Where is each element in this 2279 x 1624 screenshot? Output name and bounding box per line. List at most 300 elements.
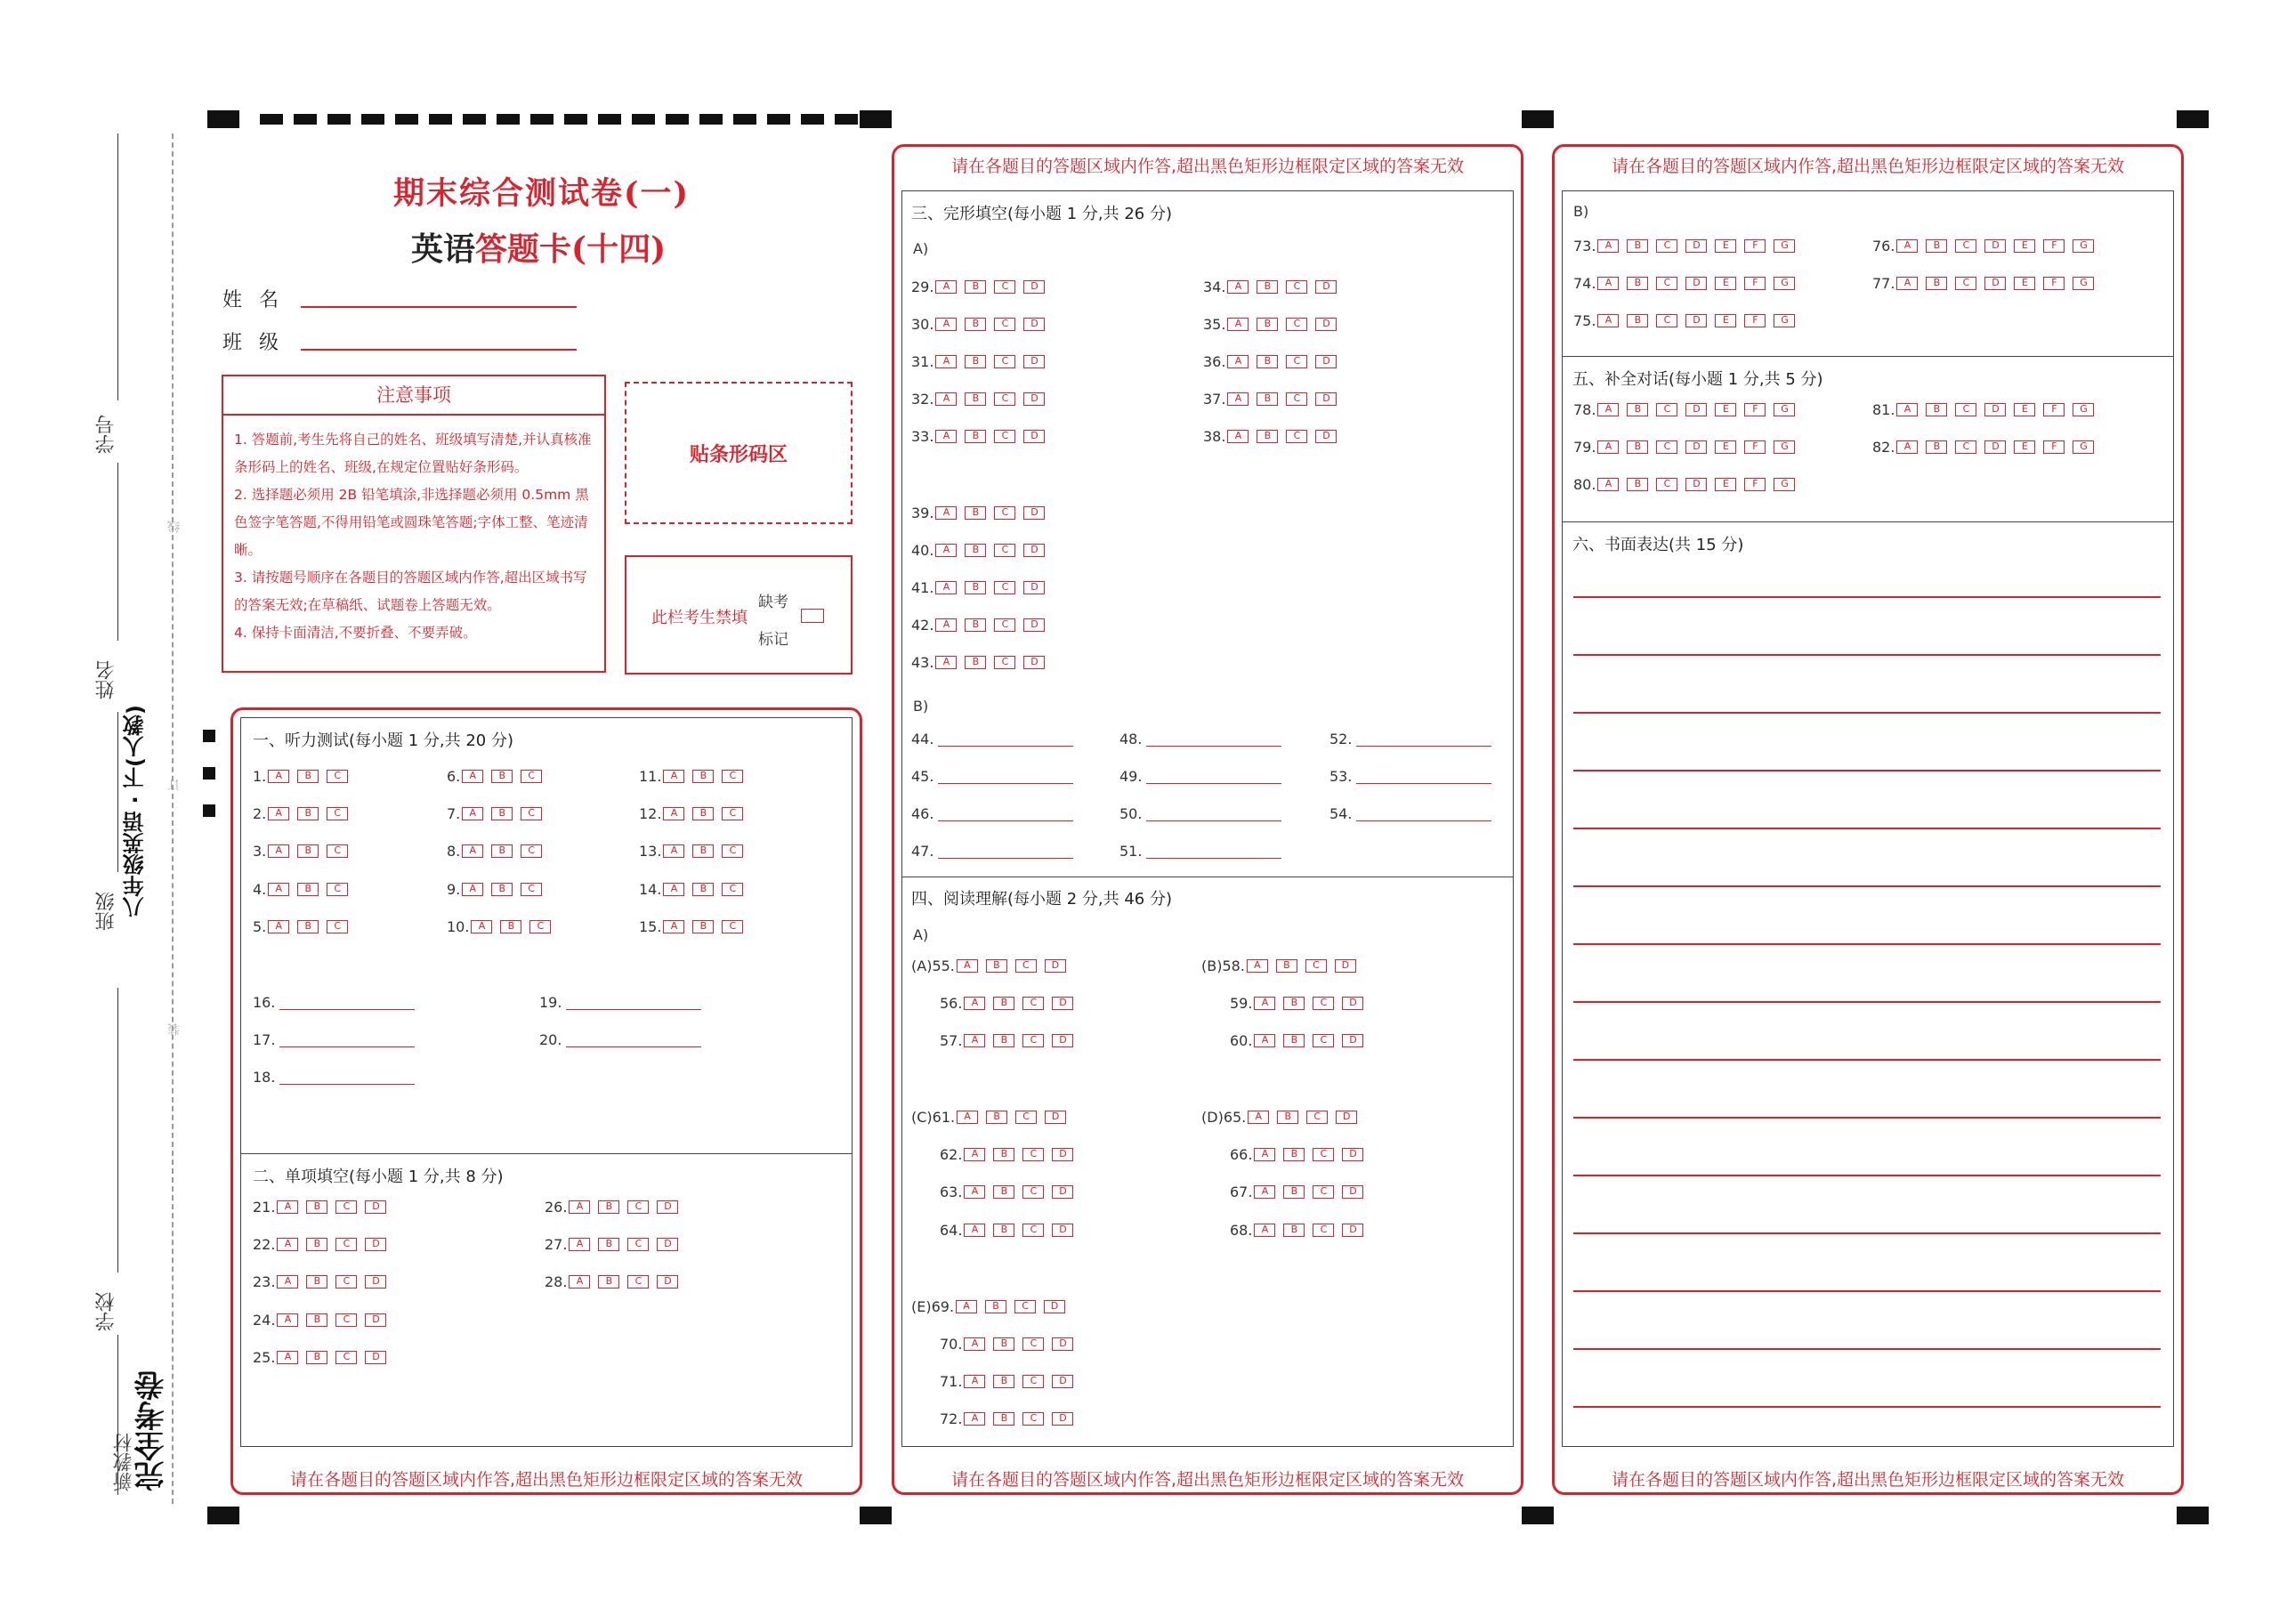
answer-blank[interactable] (938, 807, 1073, 821)
writing-line[interactable] (1573, 596, 2161, 598)
option-bubble-c[interactable]: C (335, 1238, 357, 1251)
option-bubble-a[interactable]: A (964, 997, 985, 1010)
option-bubble-d[interactable]: D (1685, 314, 1707, 327)
option-bubble-a[interactable]: A (1254, 1185, 1275, 1199)
answer-blank[interactable] (279, 1033, 415, 1047)
option-bubble-f[interactable]: F (1744, 403, 1766, 416)
writing-line[interactable] (1573, 1290, 2161, 1292)
option-bubble-a[interactable]: A (1254, 1148, 1275, 1161)
option-bubble-c[interactable]: C (1022, 1185, 1044, 1199)
option-bubble-c[interactable]: C (722, 920, 743, 933)
option-bubble-d[interactable]: D (1342, 1185, 1363, 1199)
option-bubble-b[interactable]: B (1283, 1185, 1305, 1199)
answer-blank[interactable] (1146, 807, 1281, 821)
option-bubble-d[interactable]: D (1023, 392, 1045, 406)
option-bubble-b[interactable]: B (1283, 1224, 1305, 1237)
option-bubble-d[interactable]: D (1315, 280, 1337, 294)
option-bubble-d[interactable]: D (1315, 318, 1337, 331)
option-bubble-g[interactable]: G (2073, 403, 2094, 416)
answer-blank[interactable] (566, 1033, 701, 1047)
option-bubble-a[interactable]: A (1248, 1111, 1269, 1124)
option-bubble-c[interactable]: C (1015, 959, 1037, 973)
option-bubble-a[interactable]: A (268, 770, 289, 783)
option-bubble-d[interactable]: D (1023, 581, 1045, 594)
option-bubble-d[interactable]: D (365, 1313, 386, 1327)
option-bubble-b[interactable]: B (1276, 959, 1297, 973)
option-bubble-a[interactable]: A (268, 844, 289, 858)
name-field[interactable] (301, 306, 577, 308)
option-bubble-a[interactable]: A (964, 1337, 985, 1351)
option-bubble-b[interactable]: B (306, 1200, 327, 1214)
option-bubble-b[interactable]: B (965, 430, 986, 443)
writing-line[interactable] (1573, 943, 2161, 945)
option-bubble-e[interactable]: E (1715, 277, 1736, 290)
option-bubble-b[interactable]: B (1627, 478, 1648, 491)
option-bubble-a[interactable]: A (964, 1185, 985, 1199)
option-bubble-a[interactable]: A (1227, 392, 1249, 406)
option-bubble-b[interactable]: B (1627, 314, 1648, 327)
option-bubble-c[interactable]: C (994, 430, 1015, 443)
option-bubble-a[interactable]: A (277, 1351, 298, 1364)
option-bubble-d[interactable]: D (657, 1238, 678, 1251)
option-bubble-d[interactable]: D (1023, 618, 1045, 632)
option-bubble-a[interactable]: A (1597, 239, 1619, 253)
option-bubble-a[interactable]: A (1227, 430, 1249, 443)
option-bubble-d[interactable]: D (1984, 277, 2006, 290)
option-bubble-b[interactable]: B (598, 1200, 619, 1214)
option-bubble-b[interactable]: B (500, 920, 521, 933)
option-bubble-c[interactable]: C (1955, 239, 1976, 253)
option-bubble-d[interactable]: D (1336, 1111, 1357, 1124)
option-bubble-b[interactable]: B (1257, 318, 1278, 331)
writing-line[interactable] (1573, 1406, 2161, 1408)
option-bubble-f[interactable]: F (2043, 440, 2065, 454)
option-bubble-d[interactable]: D (1044, 1300, 1065, 1313)
option-bubble-b[interactable]: B (965, 581, 986, 594)
option-bubble-d[interactable]: D (1023, 355, 1045, 368)
option-bubble-c[interactable]: C (1286, 430, 1307, 443)
option-bubble-c[interactable]: C (1286, 318, 1307, 331)
writing-line[interactable] (1573, 1175, 2161, 1176)
option-bubble-a[interactable]: A (569, 1238, 590, 1251)
option-bubble-d[interactable]: D (657, 1275, 678, 1289)
option-bubble-c[interactable]: C (1656, 403, 1677, 416)
option-bubble-a[interactable]: A (964, 1375, 985, 1388)
option-bubble-a[interactable]: A (935, 506, 957, 520)
option-bubble-b[interactable]: B (306, 1351, 327, 1364)
option-bubble-g[interactable]: G (1774, 314, 1795, 327)
option-bubble-c[interactable]: C (1306, 1111, 1328, 1124)
option-bubble-a[interactable]: A (957, 959, 978, 973)
option-bubble-d[interactable]: D (1685, 478, 1707, 491)
option-bubble-b[interactable]: B (692, 770, 714, 783)
option-bubble-c[interactable]: C (521, 844, 542, 858)
option-bubble-a[interactable]: A (935, 392, 957, 406)
option-bubble-b[interactable]: B (692, 807, 714, 820)
option-bubble-c[interactable]: C (722, 770, 743, 783)
option-bubble-c[interactable]: C (1305, 959, 1327, 973)
option-bubble-b[interactable]: B (965, 392, 986, 406)
option-bubble-a[interactable]: A (277, 1238, 298, 1251)
option-bubble-d[interactable]: D (1685, 239, 1707, 253)
option-bubble-a[interactable]: A (1597, 277, 1619, 290)
writing-line[interactable] (1573, 885, 2161, 887)
option-bubble-g[interactable]: G (1774, 239, 1795, 253)
option-bubble-a[interactable]: A (462, 770, 483, 783)
option-bubble-d[interactable]: D (1052, 1224, 1073, 1237)
option-bubble-a[interactable]: A (1247, 959, 1268, 973)
option-bubble-c[interactable]: C (994, 318, 1015, 331)
option-bubble-c[interactable]: C (1022, 1148, 1044, 1161)
option-bubble-b[interactable]: B (993, 1224, 1014, 1237)
answer-blank[interactable] (279, 1071, 415, 1085)
option-bubble-a[interactable]: A (663, 770, 684, 783)
option-bubble-c[interactable]: C (335, 1200, 357, 1214)
option-bubble-c[interactable]: C (1656, 314, 1677, 327)
option-bubble-g[interactable]: G (1774, 277, 1795, 290)
option-bubble-d[interactable]: D (1342, 1224, 1363, 1237)
answer-blank[interactable] (1146, 732, 1281, 747)
option-bubble-b[interactable]: B (965, 618, 986, 632)
option-bubble-a[interactable]: A (663, 883, 684, 896)
option-bubble-d[interactable]: D (1052, 1185, 1073, 1199)
option-bubble-c[interactable]: C (1022, 1337, 1044, 1351)
option-bubble-c[interactable]: C (1014, 1300, 1036, 1313)
option-bubble-c[interactable]: C (1015, 1111, 1037, 1124)
option-bubble-b[interactable]: B (993, 1375, 1014, 1388)
option-bubble-a[interactable]: A (1896, 403, 1918, 416)
option-bubble-d[interactable]: D (1023, 430, 1045, 443)
option-bubble-c[interactable]: C (627, 1200, 649, 1214)
option-bubble-c[interactable]: C (994, 280, 1015, 294)
option-bubble-a[interactable]: A (277, 1313, 298, 1327)
writing-line[interactable] (1573, 1117, 2161, 1119)
option-bubble-c[interactable]: C (1286, 355, 1307, 368)
option-bubble-c[interactable]: C (335, 1275, 357, 1289)
option-bubble-b[interactable]: B (993, 997, 1014, 1010)
option-bubble-b[interactable]: B (993, 1185, 1014, 1199)
option-bubble-c[interactable]: C (1656, 277, 1677, 290)
option-bubble-c[interactable]: C (1955, 277, 1976, 290)
option-bubble-b[interactable]: B (1257, 430, 1278, 443)
option-bubble-d[interactable]: D (1052, 1337, 1073, 1351)
writing-line[interactable] (1573, 828, 2161, 829)
option-bubble-d[interactable]: D (1023, 506, 1045, 520)
option-bubble-b[interactable]: B (1257, 280, 1278, 294)
option-bubble-b[interactable]: B (1627, 239, 1648, 253)
option-bubble-c[interactable]: C (627, 1275, 649, 1289)
option-bubble-a[interactable]: A (277, 1200, 298, 1214)
option-bubble-d[interactable]: D (1984, 403, 2006, 416)
option-bubble-d[interactable]: D (1045, 959, 1066, 973)
absent-checkbox[interactable] (801, 609, 824, 623)
option-bubble-a[interactable]: A (1597, 440, 1619, 454)
option-bubble-c[interactable]: C (1286, 392, 1307, 406)
answer-blank[interactable] (1356, 807, 1491, 821)
option-bubble-c[interactable]: C (335, 1313, 357, 1327)
option-bubble-c[interactable]: C (627, 1238, 649, 1251)
option-bubble-b[interactable]: B (1627, 403, 1648, 416)
option-bubble-a[interactable]: A (1227, 318, 1249, 331)
option-bubble-c[interactable]: C (1313, 1034, 1334, 1047)
option-bubble-a[interactable]: A (935, 318, 957, 331)
option-bubble-b[interactable]: B (993, 1412, 1014, 1426)
option-bubble-a[interactable]: A (1227, 280, 1249, 294)
option-bubble-a[interactable]: A (471, 920, 492, 933)
option-bubble-c[interactable]: C (994, 581, 1015, 594)
option-bubble-c[interactable]: C (521, 883, 542, 896)
option-bubble-c[interactable]: C (1955, 403, 1976, 416)
option-bubble-f[interactable]: F (1744, 440, 1766, 454)
option-bubble-c[interactable]: C (1656, 239, 1677, 253)
option-bubble-d[interactable]: D (1023, 656, 1045, 669)
answer-blank[interactable] (938, 732, 1073, 747)
option-bubble-a[interactable]: A (1254, 1224, 1275, 1237)
option-bubble-c[interactable]: C (722, 807, 743, 820)
option-bubble-a[interactable]: A (964, 1034, 985, 1047)
option-bubble-b[interactable]: B (297, 770, 319, 783)
option-bubble-c[interactable]: C (994, 355, 1015, 368)
option-bubble-e[interactable]: E (2014, 440, 2035, 454)
option-bubble-d[interactable]: D (1342, 1148, 1363, 1161)
option-bubble-b[interactable]: B (985, 1300, 1006, 1313)
option-bubble-d[interactable]: D (1685, 403, 1707, 416)
option-bubble-d[interactable]: D (1984, 440, 2006, 454)
option-bubble-d[interactable]: D (1315, 355, 1337, 368)
option-bubble-b[interactable]: B (306, 1313, 327, 1327)
option-bubble-b[interactable]: B (1926, 239, 1947, 253)
option-bubble-c[interactable]: C (1955, 440, 1976, 454)
option-bubble-c[interactable]: C (1313, 1224, 1334, 1237)
option-bubble-b[interactable]: B (306, 1275, 327, 1289)
class-field[interactable] (301, 349, 577, 351)
option-bubble-d[interactable]: D (1023, 544, 1045, 557)
option-bubble-b[interactable]: B (297, 883, 319, 896)
option-bubble-c[interactable]: C (1313, 997, 1334, 1010)
option-bubble-a[interactable]: A (956, 1300, 977, 1313)
option-bubble-b[interactable]: B (965, 506, 986, 520)
option-bubble-a[interactable]: A (935, 544, 957, 557)
option-bubble-f[interactable]: F (1744, 314, 1766, 327)
option-bubble-c[interactable]: C (1313, 1148, 1334, 1161)
option-bubble-d[interactable]: D (1052, 1148, 1073, 1161)
option-bubble-c[interactable]: C (1022, 1034, 1044, 1047)
option-bubble-c[interactable]: C (327, 883, 348, 896)
option-bubble-b[interactable]: B (297, 844, 319, 858)
option-bubble-d[interactable]: D (657, 1200, 678, 1214)
option-bubble-a[interactable]: A (1896, 440, 1918, 454)
writing-line[interactable] (1573, 1348, 2161, 1350)
option-bubble-c[interactable]: C (327, 920, 348, 933)
option-bubble-c[interactable]: C (1022, 1375, 1044, 1388)
option-bubble-d[interactable]: D (1984, 239, 2006, 253)
option-bubble-b[interactable]: B (965, 656, 986, 669)
answer-blank[interactable] (1146, 770, 1281, 784)
writing-line[interactable] (1573, 770, 2161, 772)
option-bubble-a[interactable]: A (957, 1111, 978, 1124)
option-bubble-c[interactable]: C (722, 883, 743, 896)
option-bubble-b[interactable]: B (1283, 1034, 1305, 1047)
option-bubble-d[interactable]: D (1315, 392, 1337, 406)
writing-line[interactable] (1573, 1232, 2161, 1234)
option-bubble-d[interactable]: D (1315, 430, 1337, 443)
option-bubble-b[interactable]: B (692, 844, 714, 858)
option-bubble-b[interactable]: B (1257, 355, 1278, 368)
option-bubble-e[interactable]: E (1715, 314, 1736, 327)
option-bubble-b[interactable]: B (965, 355, 986, 368)
option-bubble-f[interactable]: F (2043, 403, 2065, 416)
option-bubble-b[interactable]: B (986, 1111, 1007, 1124)
option-bubble-e[interactable]: E (2014, 277, 2035, 290)
option-bubble-a[interactable]: A (1597, 403, 1619, 416)
option-bubble-e[interactable]: E (1715, 239, 1736, 253)
option-bubble-b[interactable]: B (1277, 1111, 1298, 1124)
option-bubble-d[interactable]: D (1052, 1034, 1073, 1047)
option-bubble-c[interactable]: C (1022, 1224, 1044, 1237)
option-bubble-b[interactable]: B (1627, 277, 1648, 290)
option-bubble-d[interactable]: D (365, 1275, 386, 1289)
option-bubble-c[interactable]: C (994, 618, 1015, 632)
option-bubble-a[interactable]: A (1896, 277, 1918, 290)
writing-line[interactable] (1573, 712, 2161, 714)
answer-blank[interactable] (566, 996, 701, 1010)
option-bubble-c[interactable]: C (1313, 1185, 1334, 1199)
option-bubble-a[interactable]: A (462, 807, 483, 820)
option-bubble-a[interactable]: A (663, 920, 684, 933)
answer-blank[interactable] (938, 844, 1073, 859)
option-bubble-b[interactable]: B (1283, 1148, 1305, 1161)
option-bubble-c[interactable]: C (529, 920, 551, 933)
option-bubble-a[interactable]: A (462, 844, 483, 858)
option-bubble-f[interactable]: F (1744, 239, 1766, 253)
option-bubble-d[interactable]: D (1052, 1412, 1073, 1426)
option-bubble-c[interactable]: C (1656, 478, 1677, 491)
option-bubble-c[interactable]: C (335, 1351, 357, 1364)
writing-line[interactable] (1573, 1059, 2161, 1061)
option-bubble-d[interactable]: D (1023, 280, 1045, 294)
option-bubble-a[interactable]: A (935, 581, 957, 594)
option-bubble-a[interactable]: A (268, 920, 289, 933)
answer-blank[interactable] (1356, 732, 1491, 747)
option-bubble-a[interactable]: A (268, 883, 289, 896)
option-bubble-e[interactable]: E (2014, 403, 2035, 416)
option-bubble-e[interactable]: E (1715, 440, 1736, 454)
option-bubble-b[interactable]: B (491, 770, 513, 783)
option-bubble-d[interactable]: D (1685, 440, 1707, 454)
answer-blank[interactable] (1356, 770, 1491, 784)
option-bubble-g[interactable]: G (2073, 277, 2094, 290)
option-bubble-c[interactable]: C (1022, 997, 1044, 1010)
option-bubble-c[interactable]: C (327, 844, 348, 858)
option-bubble-e[interactable]: E (1715, 478, 1736, 491)
option-bubble-b[interactable]: B (1926, 440, 1947, 454)
option-bubble-b[interactable]: B (1283, 997, 1305, 1010)
option-bubble-c[interactable]: C (1656, 440, 1677, 454)
option-bubble-b[interactable]: B (598, 1238, 619, 1251)
option-bubble-a[interactable]: A (935, 656, 957, 669)
option-bubble-b[interactable]: B (986, 959, 1007, 973)
option-bubble-c[interactable]: C (327, 807, 348, 820)
option-bubble-c[interactable]: C (521, 770, 542, 783)
option-bubble-d[interactable]: D (1052, 997, 1073, 1010)
option-bubble-d[interactable]: D (1045, 1111, 1066, 1124)
option-bubble-f[interactable]: F (2043, 239, 2065, 253)
option-bubble-b[interactable]: B (491, 883, 513, 896)
option-bubble-b[interactable]: B (1627, 440, 1648, 454)
option-bubble-d[interactable]: D (365, 1200, 386, 1214)
option-bubble-c[interactable]: C (521, 807, 542, 820)
option-bubble-a[interactable]: A (964, 1412, 985, 1426)
option-bubble-b[interactable]: B (1257, 392, 1278, 406)
option-bubble-b[interactable]: B (965, 318, 986, 331)
option-bubble-b[interactable]: B (993, 1034, 1014, 1047)
option-bubble-b[interactable]: B (965, 544, 986, 557)
option-bubble-b[interactable]: B (491, 807, 513, 820)
option-bubble-a[interactable]: A (663, 844, 684, 858)
option-bubble-b[interactable]: B (965, 280, 986, 294)
option-bubble-a[interactable]: A (1597, 314, 1619, 327)
answer-blank[interactable] (938, 770, 1073, 784)
option-bubble-f[interactable]: F (2043, 277, 2065, 290)
option-bubble-d[interactable]: D (365, 1238, 386, 1251)
option-bubble-a[interactable]: A (935, 618, 957, 632)
option-bubble-a[interactable]: A (663, 807, 684, 820)
option-bubble-g[interactable]: G (1774, 440, 1795, 454)
option-bubble-a[interactable]: A (1227, 355, 1249, 368)
option-bubble-b[interactable]: B (1926, 403, 1947, 416)
option-bubble-d[interactable]: D (1685, 277, 1707, 290)
option-bubble-a[interactable]: A (268, 807, 289, 820)
answer-blank[interactable] (279, 996, 415, 1010)
option-bubble-d[interactable]: D (1052, 1375, 1073, 1388)
option-bubble-b[interactable]: B (491, 844, 513, 858)
option-bubble-c[interactable]: C (1022, 1412, 1044, 1426)
option-bubble-a[interactable]: A (462, 883, 483, 896)
option-bubble-b[interactable]: B (598, 1275, 619, 1289)
option-bubble-b[interactable]: B (306, 1238, 327, 1251)
option-bubble-f[interactable]: F (1744, 478, 1766, 491)
option-bubble-b[interactable]: B (993, 1337, 1014, 1351)
writing-line[interactable] (1573, 1001, 2161, 1003)
option-bubble-e[interactable]: E (2014, 239, 2035, 253)
option-bubble-e[interactable]: E (1715, 403, 1736, 416)
option-bubble-a[interactable]: A (1896, 239, 1918, 253)
writing-line[interactable] (1573, 654, 2161, 656)
option-bubble-a[interactable]: A (935, 280, 957, 294)
option-bubble-b[interactable]: B (297, 807, 319, 820)
option-bubble-a[interactable]: A (935, 355, 957, 368)
option-bubble-b[interactable]: B (993, 1148, 1014, 1161)
option-bubble-a[interactable]: A (569, 1275, 590, 1289)
option-bubble-c[interactable]: C (327, 770, 348, 783)
option-bubble-a[interactable]: A (964, 1148, 985, 1161)
option-bubble-a[interactable]: A (964, 1224, 985, 1237)
option-bubble-d[interactable]: D (1342, 1034, 1363, 1047)
option-bubble-g[interactable]: G (2073, 440, 2094, 454)
option-bubble-c[interactable]: C (994, 656, 1015, 669)
option-bubble-c[interactable]: C (994, 544, 1015, 557)
option-bubble-c[interactable]: C (722, 844, 743, 858)
option-bubble-a[interactable]: A (1597, 478, 1619, 491)
option-bubble-c[interactable]: C (1286, 280, 1307, 294)
option-bubble-g[interactable]: G (2073, 239, 2094, 253)
option-bubble-d[interactable]: D (1335, 959, 1356, 973)
option-bubble-b[interactable]: B (297, 920, 319, 933)
option-bubble-d[interactable]: D (365, 1351, 386, 1364)
option-bubble-b[interactable]: B (692, 883, 714, 896)
option-bubble-g[interactable]: G (1774, 478, 1795, 491)
option-bubble-d[interactable]: D (1023, 318, 1045, 331)
